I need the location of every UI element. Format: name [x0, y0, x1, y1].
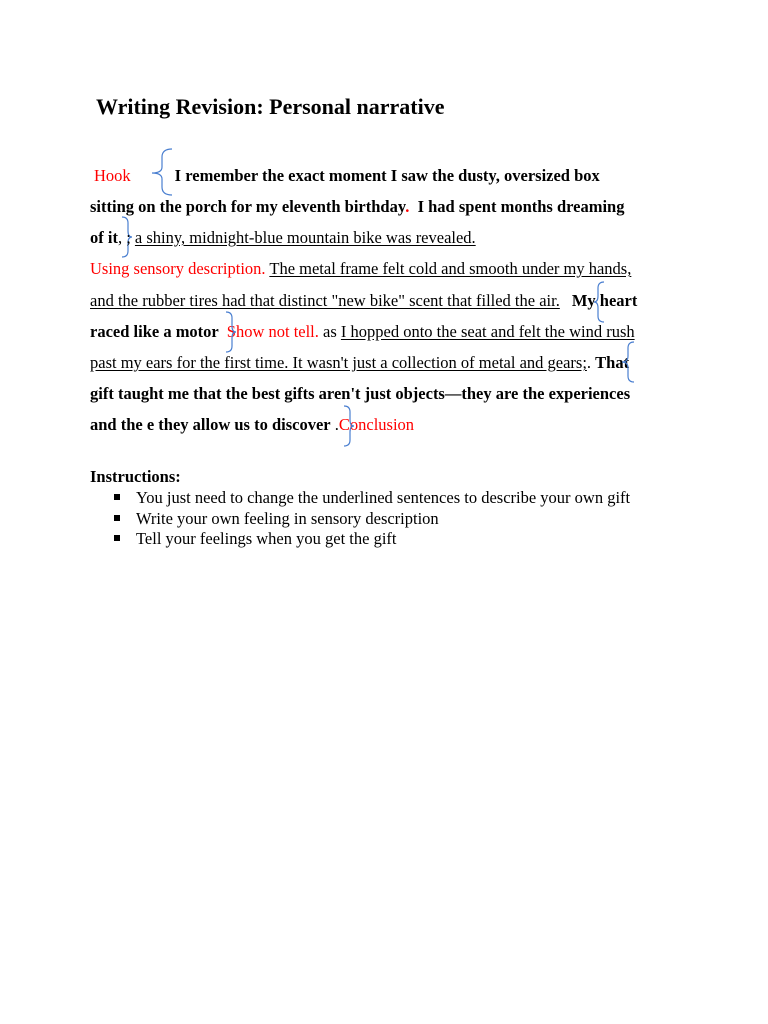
list-item-text: You just need to change the underlined sentences to describe your own gift — [136, 488, 631, 507]
narrative-line-9 — [90, 415, 414, 435]
list-item — [112, 509, 630, 530]
narrative-line-6 — [90, 322, 635, 342]
narrative-line-7 — [90, 353, 629, 373]
punct: . — [586, 353, 592, 372]
punct: , ; — [117, 228, 131, 247]
bold-text: and the e they allow us to discover — [90, 415, 331, 434]
bullet-icon — [114, 515, 120, 521]
bold-text: gift taught me that the best gifts aren't just objects—they are the experiences — [90, 384, 631, 403]
conclusion-brace-icon — [342, 404, 356, 450]
bullet-icon — [114, 535, 120, 541]
narrative-line-3 — [90, 228, 476, 248]
bold-text: raced like a motor — [90, 322, 219, 341]
bold-text: My heart — [571, 291, 638, 310]
bold-text: I had spent months dreaming — [417, 197, 625, 216]
show-brace-icon — [224, 310, 238, 354]
bold-text: of it — [90, 228, 118, 247]
list-item-text: Write your own feeling in sensory description — [136, 508, 439, 528]
narrative-line-2 — [90, 197, 625, 217]
sensory-label: Using sensory description. — [90, 259, 266, 278]
page-title: Writing Revision: Personal narrative — [96, 94, 445, 119]
underlined-text: and the rubber tires had that distinct "new bike" scent that filled the air. — [90, 291, 560, 310]
narrative-line-8 — [90, 384, 630, 404]
hook-sentence: I remember the exact moment I saw the dusty, oversized box — [174, 166, 600, 185]
instructions-list — [112, 488, 630, 550]
plain-text: as — [323, 322, 337, 341]
bold-text: That — [595, 353, 630, 372]
conclusion-label: Conclusion — [338, 415, 415, 434]
punct: . — [405, 197, 410, 216]
narrative-line-4 — [90, 259, 631, 279]
underlined-text: I hopped onto the seat and felt the wind rush — [340, 322, 635, 341]
conclusion-top-brace-icon — [620, 340, 636, 386]
show-label: Show not tell. — [226, 322, 319, 341]
list-item — [112, 529, 630, 550]
narrative-line-1 — [90, 166, 600, 186]
list-item — [112, 488, 630, 509]
instructions-heading: Instructions: — [90, 467, 181, 486]
underlined-text: The metal frame felt cold and smooth under my hands, — [269, 259, 632, 278]
bullet-icon — [114, 494, 120, 500]
bold-text: sitting on the porch for my eleventh birthday — [90, 197, 406, 216]
underlined-text: a shiny, midnight-blue mountain bike was revealed. — [134, 228, 476, 247]
right-brace-icon — [592, 280, 606, 326]
punct: . — [334, 415, 339, 434]
narrative-line-5 — [90, 291, 637, 311]
list-item-text: Tell your feelings when you get the gift — [136, 529, 397, 548]
hook-label: Hook — [94, 166, 131, 185]
underlined-text: past my ears for the first time. It wasn't just a collection of metal and gears; — [90, 353, 587, 372]
